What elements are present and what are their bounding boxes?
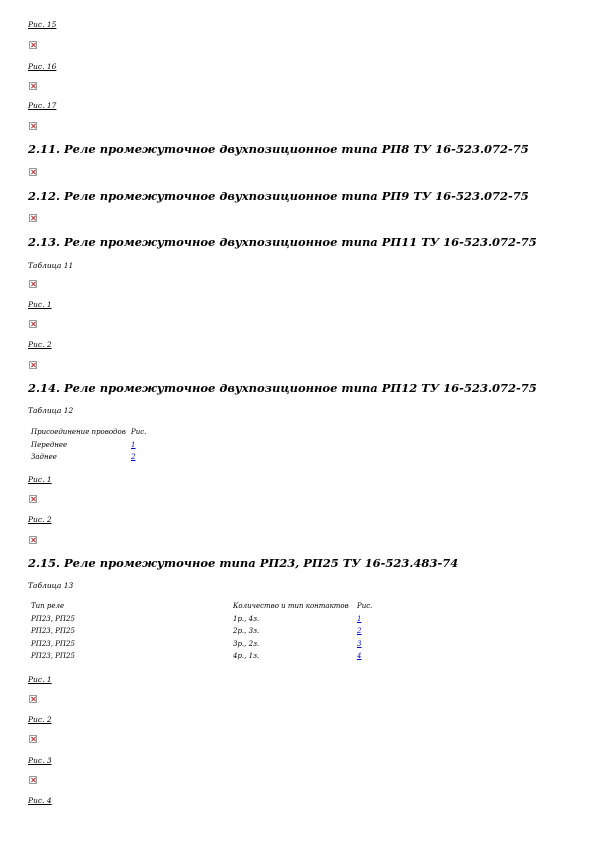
table-cell: РП23, РП25 bbox=[31, 614, 75, 623]
table-row bbox=[29, 613, 374, 626]
broken-image-icon bbox=[29, 280, 37, 288]
figure-link[interactable]: 3 bbox=[357, 639, 362, 648]
header-cell: Тип реле bbox=[31, 602, 65, 611]
broken-image-icon bbox=[29, 168, 37, 176]
table-row bbox=[29, 650, 374, 663]
figure-caption-4[interactable]: Рис. 4 bbox=[28, 796, 52, 805]
table-cell: Переднее bbox=[31, 440, 68, 449]
header-cell: Рис. bbox=[131, 428, 147, 437]
figure-caption-3[interactable]: Рис. 3 bbox=[28, 756, 52, 765]
broken-image-icon bbox=[29, 320, 37, 328]
section-heading-2-14: 2.14. Реле промежуточное двухпозиционное типа РП12 ТУ 16-523.072-75 bbox=[28, 381, 537, 395]
header-cell: Присоединение проводов bbox=[31, 428, 126, 437]
figure-link[interactable]: 1 bbox=[357, 614, 362, 623]
broken-image-icon bbox=[29, 82, 37, 90]
section-heading-2-11: 2.11. Реле промежуточное двухпозиционное типа РП8 ТУ 16-523.072-75 bbox=[28, 142, 529, 156]
figure-link[interactable]: 2 bbox=[131, 453, 136, 462]
broken-image-icon bbox=[29, 735, 37, 743]
section-heading-2-12: 2.12. Реле промежуточное двухпозиционное типа РП9 ТУ 16-523.072-75 bbox=[28, 189, 529, 203]
figure-caption-2[interactable]: Рис. 2 bbox=[28, 515, 52, 524]
broken-image-icon bbox=[29, 361, 37, 369]
figure-caption-1[interactable]: Рис. 1 bbox=[28, 300, 52, 309]
broken-image-icon bbox=[29, 695, 37, 703]
table-cell: Заднее bbox=[31, 453, 57, 462]
figure-caption-1[interactable]: Рис. 1 bbox=[28, 675, 52, 684]
table-row bbox=[29, 439, 148, 452]
figure-caption-2[interactable]: Рис. 2 bbox=[28, 715, 52, 724]
table-cell: РП23, РП25 bbox=[31, 627, 75, 636]
figure-caption-17[interactable]: Рис. 17 bbox=[28, 101, 57, 110]
relay-types-table bbox=[29, 600, 374, 663]
broken-image-icon bbox=[29, 536, 37, 544]
section-heading-2-15: 2.15. Реле промежуточное типа РП23, РП25 ТУ 16-523.483-74 bbox=[28, 556, 459, 570]
figure-link[interactable]: 2 bbox=[357, 627, 362, 636]
table-header-row bbox=[29, 600, 374, 613]
broken-image-icon bbox=[29, 495, 37, 503]
section-heading-2-13: 2.13. Реле промежуточное двухпозиционное типа РП11 ТУ 16-523.072-75 bbox=[28, 235, 537, 249]
table-row bbox=[29, 451, 148, 464]
figure-caption-2[interactable]: Рис. 2 bbox=[28, 340, 52, 349]
table-row bbox=[29, 638, 374, 651]
table-label: Таблица 12 bbox=[28, 406, 74, 415]
figure-caption-15[interactable]: Рис. 15 bbox=[28, 20, 57, 29]
figure-caption-16[interactable]: Рис. 16 bbox=[28, 62, 57, 71]
table-cell: 3р., 2з. bbox=[233, 639, 260, 648]
header-cell: Количество и тип контактов bbox=[233, 602, 349, 611]
table-cell: 2р., 3з. bbox=[233, 627, 260, 636]
broken-image-icon bbox=[29, 776, 37, 784]
wire-connection-table bbox=[29, 426, 148, 464]
broken-image-icon bbox=[29, 41, 37, 49]
table-cell: 4р., 1з. bbox=[233, 652, 260, 661]
figure-caption-1[interactable]: Рис. 1 bbox=[28, 475, 52, 484]
table-cell: РП23, РП25 bbox=[31, 652, 75, 661]
broken-image-icon bbox=[29, 214, 37, 222]
broken-image-icon bbox=[29, 122, 37, 130]
table-label: Таблица 13 bbox=[28, 581, 74, 590]
table-label: Таблица 11 bbox=[28, 261, 74, 270]
header-cell: Рис. bbox=[357, 602, 373, 611]
table-header-row bbox=[29, 426, 148, 439]
figure-link[interactable]: 4 bbox=[357, 652, 362, 661]
table-row bbox=[29, 625, 374, 638]
table-cell: 1р., 4з. bbox=[233, 614, 260, 623]
table-cell: РП23, РП25 bbox=[31, 639, 75, 648]
figure-link[interactable]: 1 bbox=[131, 440, 136, 449]
